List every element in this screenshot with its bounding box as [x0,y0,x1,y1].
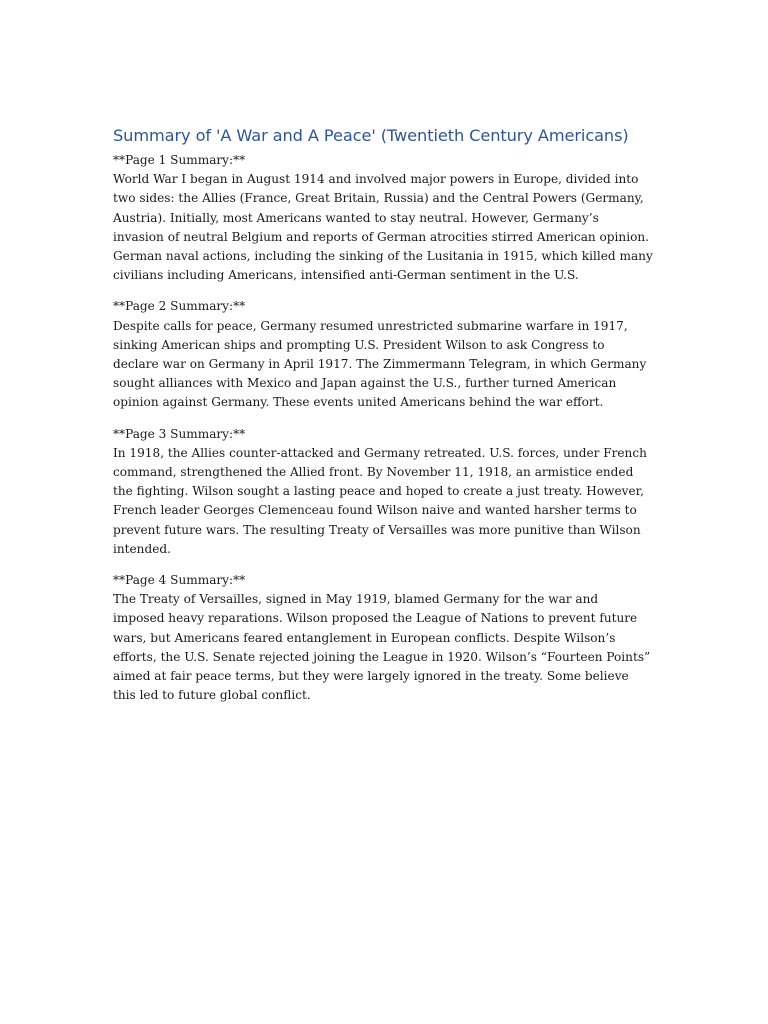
section-paragraph: In 1918, the Allies counter-attacked and Germany retreated. U.S. forces, under French command, strengthened the Allied front. By November 11, 1918, an armistice ended the fighting. Wilson sought a lasting peace and hoped to create a just treaty. However, French leader Georges Clemenceau found Wilson naive and wanted harsher terms to prevent future wars. The resulting Treaty of Versailles was more punitive than Wilson intended. [113,445,647,556]
section-heading: **Page 1 Summary:** [113,153,246,167]
section-paragraph: World War I began in August 1914 and involved major powers in Europe, divided into two sides: the Allies (France, Great Britain, Russia) and the Central Powers (Germany, Austria). Initially, most Americans wanted to stay neutral. However, Germany’s invasion of neutral Belgium and reports of German atrocities stirred American opinion. German naval actions, including the sinking of the Lusitania in 1915, which killed many civilians including Americans, intensified anti-German sentiment in the U.S. [113,172,653,283]
section-paragraph: The Treaty of Versailles, signed in May 1919, blamed Germany for the war and imposed heavy reparations. Wilson proposed the League of Nations to prevent future wars, but Americans feared entanglement in European conflicts. Despite Wilson’s efforts, the U.S. Senate rejected joining the League in 1920. Wilson’s “Fourteen Points” aimed at fair peace terms, but they were largely ignored in the treaty. Some believe this led to future global conflict. [113,592,651,703]
section-page-4 [113,571,653,705]
document-title: Summary of 'A War and A Peace' (Twentieth Century Americans) [113,126,629,145]
section-heading: **Page 4 Summary:** [113,573,246,588]
section-paragraph: Despite calls for peace, Germany resumed unrestricted submarine warfare in 1917, sinking American ships and prompting U.S. President Wilson to ask Congress to declare war on Germany in April 1917. The Zimmermann Telegram, in which Germany sought alliances with Mexico and Japan against the U.S., further turned American opinion against Germany. These events united Americans behind the war effort. [113,318,647,410]
document-body [113,124,653,717]
section-page-1 [113,151,653,285]
section-page-2 [113,297,653,412]
section-heading: **Page 3 Summary:** [113,426,246,441]
section-page-3 [113,425,653,559]
section-heading: **Page 2 Summary:** [113,299,246,314]
